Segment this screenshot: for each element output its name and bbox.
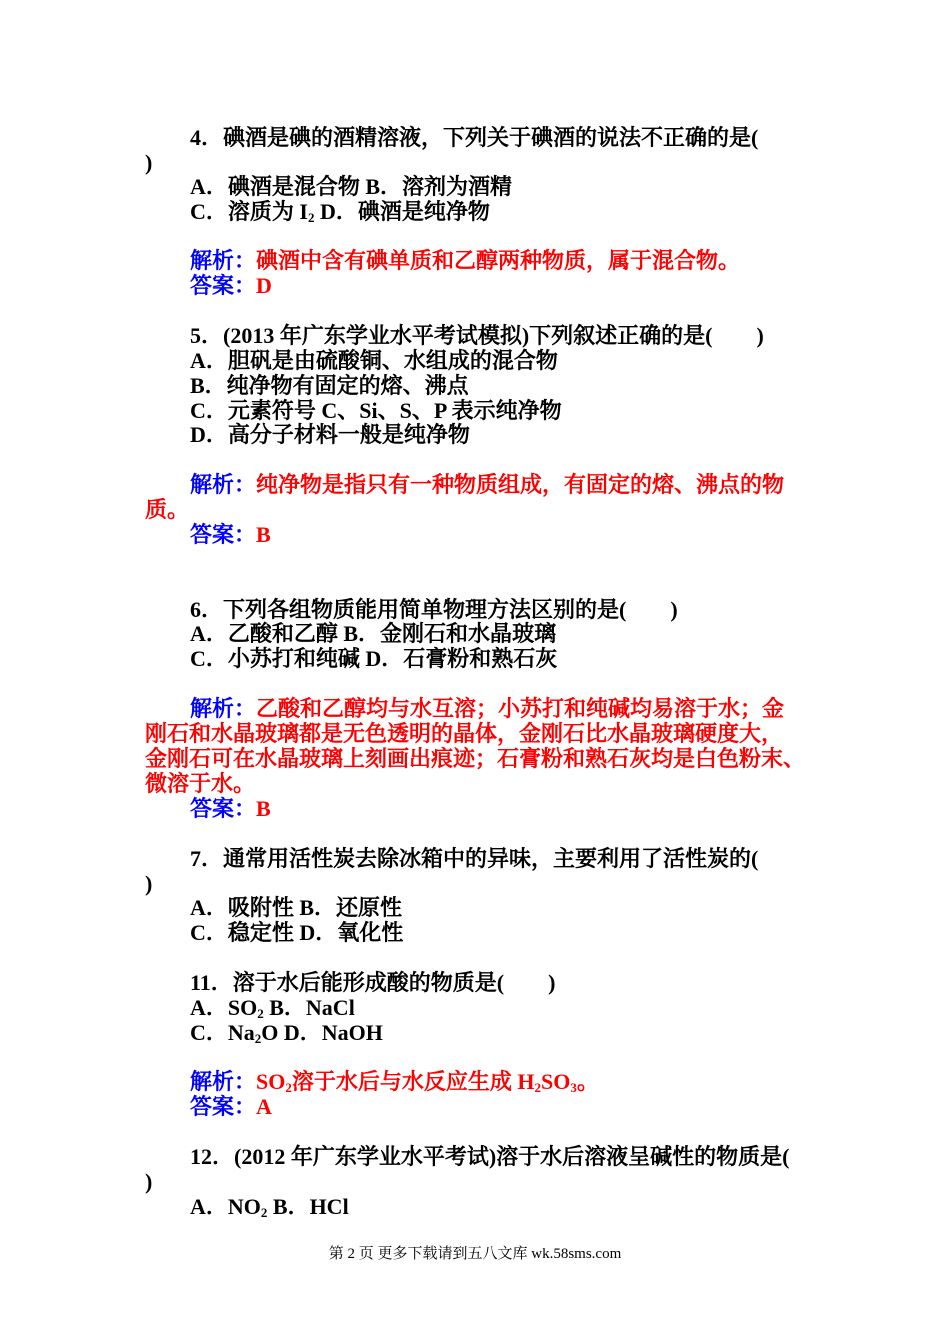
q5-option-c: C．元素符号 C、Si、S、P 表示纯净物 [190,398,562,423]
q6-answer: 答案：B [190,796,271,821]
q5-option-d: D．高分子材料一般是纯净物 [190,422,470,447]
q12-stem: 12．(2012 年广东学业水平考试)溶于水后溶液呈碱性的物质是( [190,1144,790,1169]
q6-option-c: C．小苏打和纯碱 D．石膏粉和熟石灰 [190,646,558,671]
q5-option-a: A．胆矾是由硫酸铜、水组成的混合物 [190,348,558,373]
q6-stem: 6．下列各组物质能用简单物理方法区别的是( ) [190,597,678,622]
analysis-label: 解析： [190,472,257,497]
analysis-label: 解析： [190,1069,257,1094]
q5-analysis-line2: 质。 [145,497,190,522]
analysis-label: 解析： [190,248,257,273]
answer-label: 答案： [190,796,257,821]
q7-stem-tail: ) [145,871,153,896]
q4-option-a: A．碘酒是混合物 B．溶剂为酒精 [190,174,513,199]
q12-stem-tail: ) [145,1169,153,1194]
q11-option-c: C．$Na_2O$ D．NaOH [190,1020,383,1046]
page-footer: 第 2 页 更多下载请到五八文库 wk.58sms.com [328,1246,622,1262]
q6-option-a: A．乙酸和乙醇 B．金刚石和水晶玻璃 [190,621,557,646]
q11-option-a: A．$SO_2$ B．NaCl [190,995,355,1021]
q5-answer: 答案：B [190,522,271,547]
q5-stem: 5．(2013 年广东学业水平考试模拟)下列叙述正确的是( ) [190,323,764,348]
q12-option-a: A．$NO_2$ B．HCl [190,1194,349,1220]
q4-stem: 4．碘酒是碘的酒精溶液，下列关于碘酒的说法不正确的是( [190,125,759,150]
answer-label: 答案： [190,1094,257,1119]
answer-label: 答案： [190,273,257,298]
answer-label: 答案： [190,522,257,547]
q7-stem: 7．通常用活性炭去除冰箱中的异味，主要利用了活性炭的( [190,846,759,871]
q5-analysis-line1: 解析：纯净物是指只有一种物质组成，有固定的熔、沸点的物 [190,472,785,497]
q11-stem: 11．溶于水后能形成酸的物质是( ) [190,970,556,995]
q11-answer: 答案：A [190,1094,272,1119]
analysis-label: 解析： [190,696,257,721]
q7-option-c: C．稳定性 D．氧化性 [190,920,404,945]
q4-answer: 答案：D [190,273,272,298]
q7-option-a: A．吸附性 B．还原性 [190,895,403,920]
q6-analysis-line2: 刚石和水晶玻璃都是无色透明的晶体，金刚石比水晶玻璃硬度大， [145,721,784,746]
q6-analysis-line3: 金刚石可在水晶玻璃上刻画出痕迹；石膏粉和熟石灰均是白色粉末、 [145,746,806,771]
q5-option-b: B．纯净物有固定的熔、沸点 [190,373,469,398]
q4-stem-tail: ) [145,150,153,175]
q6-analysis-line4: 微溶于水。 [145,771,256,796]
q4-analysis: 解析：碘酒中含有碘单质和乙醇两种物质，属于混合物。 [190,248,741,273]
q11-analysis: 解析：$SO_2$溶于水后与水反应生成 $H_2SO_3$。 [190,1069,599,1095]
q4-option-c: C．溶质为 $I_2$ D．碘酒是纯净物 [190,199,490,225]
q6-analysis-line1: 解析：乙酸和乙醇均与水互溶；小苏打和纯碱均易溶于水；金 [190,696,785,721]
